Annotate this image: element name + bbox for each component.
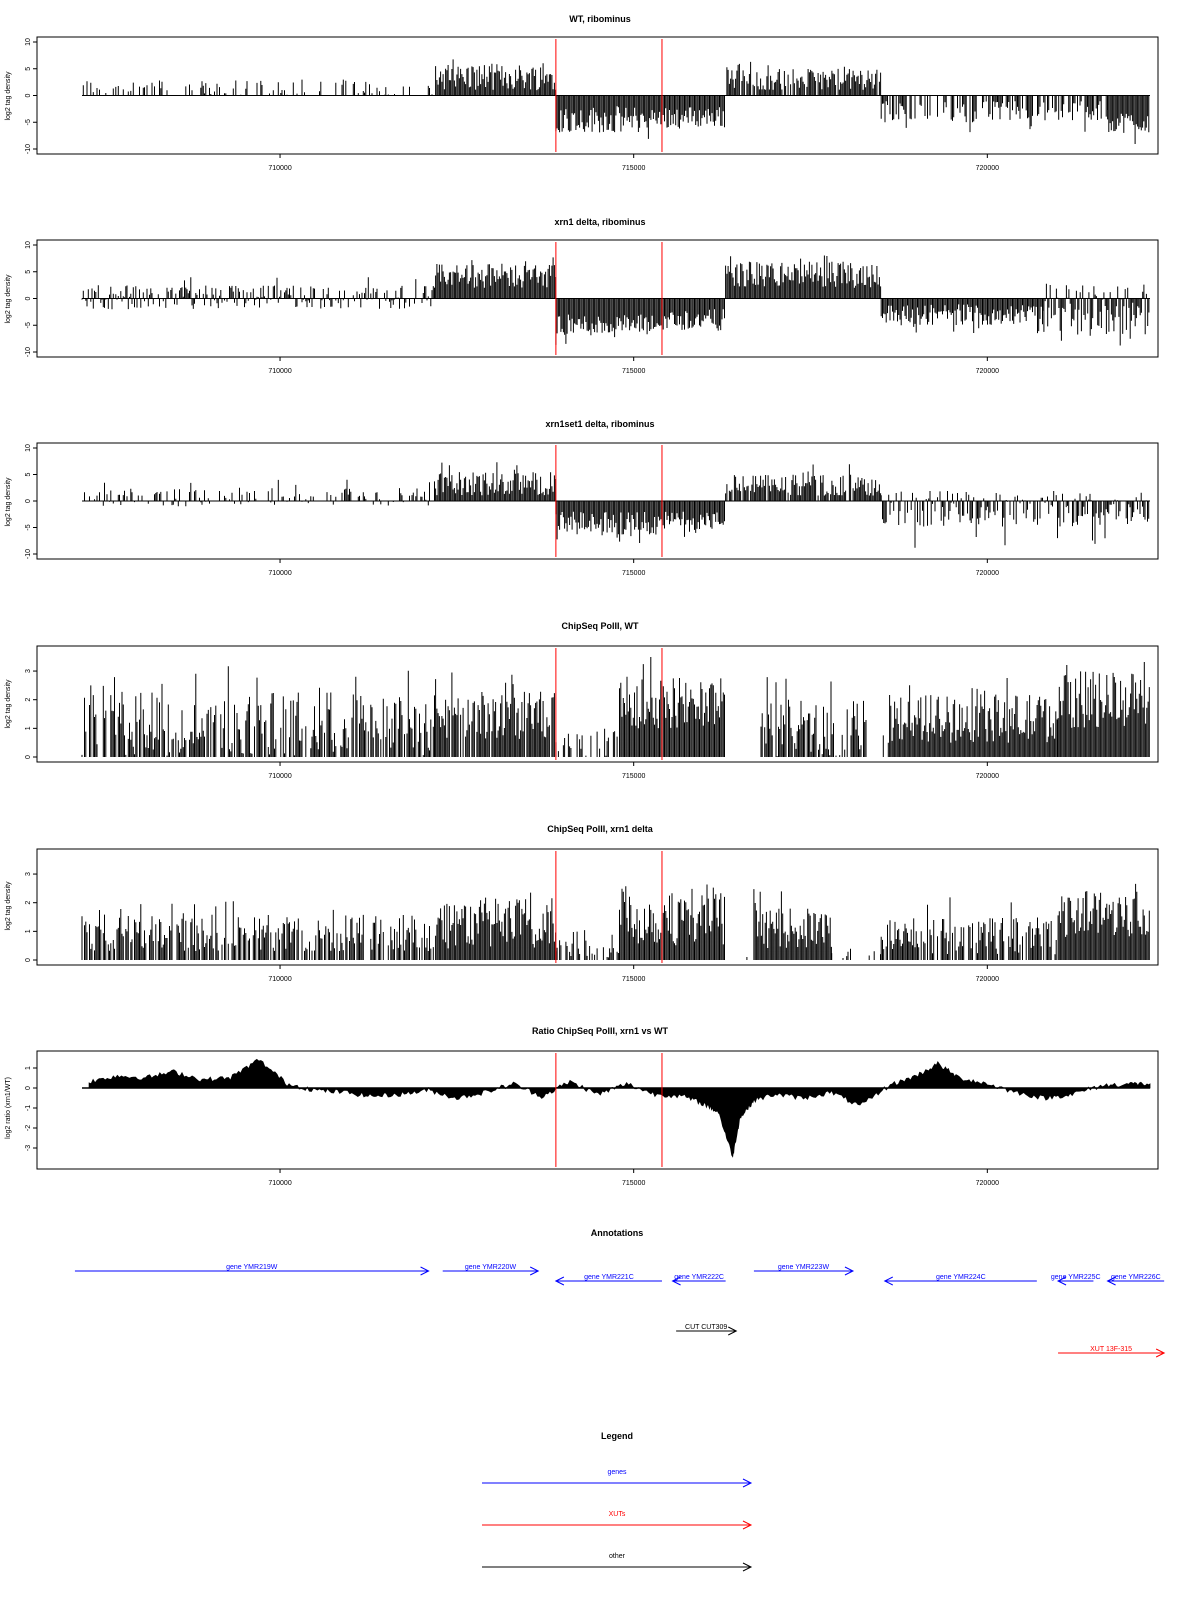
- y-tick-label: 2: [25, 900, 32, 905]
- y-tick-label: 1: [25, 1066, 32, 1070]
- feature-label: CUT CUT309: [685, 1324, 728, 1331]
- x-tick-label: 710000: [268, 368, 292, 375]
- x-tick-label: 720000: [975, 165, 1000, 172]
- density-bars: [82, 884, 1149, 960]
- y-axis-label: log2 tag density: [5, 71, 12, 121]
- y-tick-label: -2: [25, 1124, 32, 1132]
- legend-title: Legend: [600, 1431, 634, 1441]
- legend-label: genes: [607, 1469, 627, 1476]
- y-tick-label: -5: [25, 322, 32, 329]
- y-axis-label: log2 tag density: [5, 881, 12, 931]
- legend-label: other: [609, 1553, 625, 1560]
- feature-label: gene YMR219W: [226, 1264, 278, 1271]
- feature-label: gene YMR225C: [1050, 1274, 1101, 1281]
- y-tick-label: -3: [25, 1144, 32, 1152]
- x-tick-label: 715000: [622, 165, 646, 172]
- y-axis-label: log2 tag density: [5, 679, 12, 729]
- plot-area: [25, 646, 1158, 780]
- density-bars: [85, 462, 1149, 548]
- y-tick-label: 10: [25, 444, 32, 452]
- density-bars: [82, 657, 1149, 757]
- x-tick-label: 720000: [975, 976, 1000, 983]
- y-tick-label: -10: [25, 548, 32, 560]
- panel-ratio-chipseq: [5, 1026, 1158, 1187]
- annotations-panel: [75, 1228, 1164, 1357]
- y-tick-label: 5: [25, 66, 32, 71]
- plot-area: [25, 37, 1158, 172]
- x-tick-label: 710000: [268, 570, 292, 577]
- x-tick-label: 720000: [975, 773, 1000, 780]
- x-tick-label: 710000: [268, 1180, 292, 1187]
- feature-label: gene YMR226C: [1111, 1274, 1161, 1281]
- density-bars: [83, 59, 1149, 144]
- y-tick-label: 0: [25, 93, 32, 98]
- x-tick-label: 715000: [622, 773, 646, 780]
- panel-chipseq-polii-xrn1-delta: [5, 824, 1158, 983]
- x-tick-label: 720000: [975, 570, 1000, 577]
- y-tick-label: 0: [25, 499, 32, 503]
- feature-label: gene YMR220W: [464, 1264, 517, 1271]
- panel-title: Ratio ChipSeq PolII, xrn1 vs WT: [531, 1026, 669, 1036]
- annotation-features: [75, 1264, 1164, 1357]
- y-tick-label: 0: [25, 1086, 32, 1090]
- y-tick-label: 1: [25, 726, 32, 731]
- feature-label: gene YMR222C: [674, 1274, 724, 1281]
- plot-area: [25, 1051, 1158, 1187]
- y-tick-label: -10: [25, 346, 32, 358]
- y-axis-label: log2 tag density: [5, 477, 12, 527]
- panel-title: ChipSeq PolII, WT: [561, 621, 639, 631]
- legend: [482, 1431, 751, 1571]
- x-tick-label: 715000: [622, 976, 646, 983]
- plot-area: [25, 240, 1158, 375]
- y-tick-label: 10: [25, 241, 32, 249]
- y-tick-label: -5: [25, 524, 32, 531]
- density-bars: [82, 256, 1149, 346]
- feature-label: gene YMR224C: [935, 1274, 986, 1281]
- y-tick-label: 1: [25, 929, 32, 934]
- x-tick-label: 710000: [268, 165, 292, 172]
- y-tick-label: -10: [25, 143, 32, 155]
- legend-label: XUTs: [608, 1511, 626, 1518]
- x-tick-label: 715000: [622, 368, 646, 375]
- y-tick-label: 0: [25, 755, 32, 759]
- y-tick-label: 10: [25, 38, 32, 46]
- y-tick-label: 2: [25, 697, 32, 702]
- x-tick-label: 715000: [622, 570, 646, 577]
- feature-label: gene YMR221C: [584, 1274, 634, 1281]
- panel-title: xrn1set1 delta, ribominus: [545, 419, 655, 429]
- x-tick-label: 710000: [268, 773, 292, 780]
- panel-title: xrn1 delta, ribominus: [554, 217, 646, 227]
- y-tick-label: 5: [25, 472, 32, 477]
- panel-xrn1set1-delta-ribominus: [5, 419, 1158, 577]
- panel-wt-ribominus: [5, 14, 1158, 172]
- y-tick-label: 0: [25, 296, 32, 301]
- y-tick-label: 0: [25, 958, 32, 962]
- y-tick-label: -5: [25, 119, 32, 126]
- legend-items: [482, 1469, 751, 1571]
- x-tick-label: 710000: [268, 976, 292, 983]
- y-tick-label: -1: [25, 1104, 32, 1112]
- feature-label: gene YMR223W: [777, 1264, 830, 1271]
- y-tick-label: 3: [25, 669, 32, 674]
- x-tick-label: 720000: [975, 1180, 1000, 1187]
- panel-title: ChipSeq PolII, xrn1 delta: [547, 824, 653, 834]
- panel-xrn1-delta-ribominus: [5, 217, 1158, 375]
- panel-chipseq-polii-wt: [5, 621, 1158, 780]
- plot-frame: [37, 1051, 1158, 1169]
- plot-area: [25, 443, 1158, 577]
- ratio-area: [89, 1059, 1150, 1156]
- y-tick-label: 5: [25, 269, 32, 274]
- y-axis-label: log2 tag density: [5, 274, 12, 324]
- feature-label: XUT 13F-315: [1090, 1346, 1133, 1353]
- y-axis-label: log2 ratio (xrn1/WT): [5, 1077, 12, 1139]
- panel-title: WT, ribominus: [569, 14, 631, 24]
- x-tick-label: 715000: [622, 1180, 646, 1187]
- annotations-title: Annotations: [590, 1228, 644, 1238]
- plot-area: [25, 849, 1158, 983]
- x-tick-label: 720000: [975, 368, 1000, 375]
- y-tick-label: 3: [25, 872, 32, 877]
